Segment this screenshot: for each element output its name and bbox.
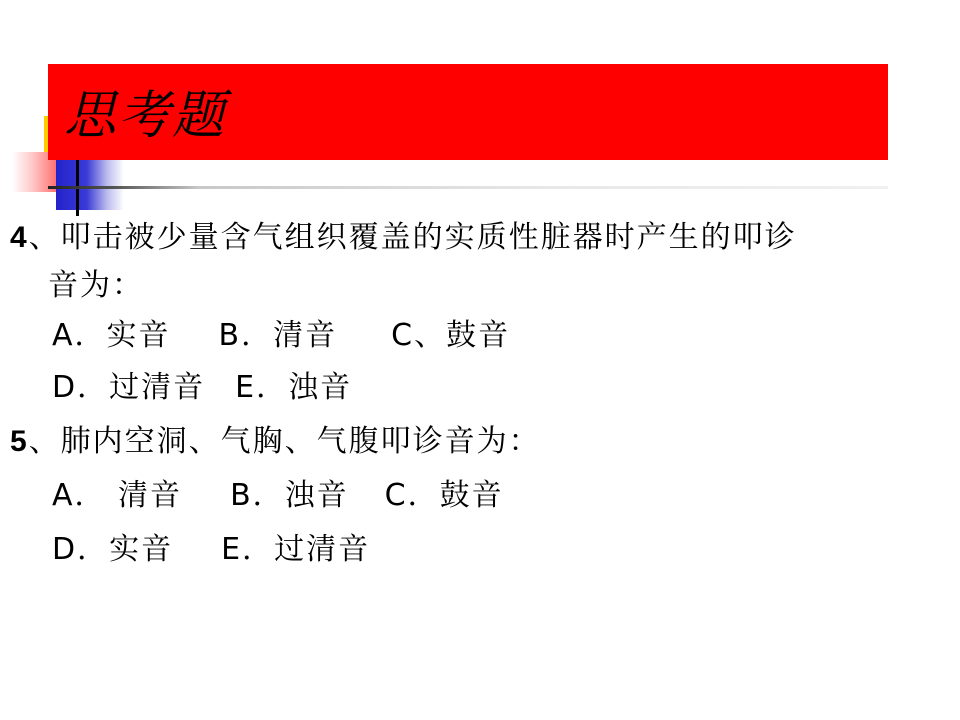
option-e: E．浊音 <box>235 370 353 405</box>
question-number: 5 <box>10 425 29 458</box>
option-e: E．过清音 <box>221 532 371 567</box>
title-underline-divider <box>48 186 888 189</box>
question-4-stem-continued: 音为： <box>48 268 144 303</box>
slide-title: 思考题 <box>64 86 227 146</box>
option-c: C．鼓音 <box>384 478 504 513</box>
decorative-blue-square <box>56 152 124 210</box>
question-5-options-row-2 <box>52 530 370 570</box>
question-number: 4 <box>10 221 29 254</box>
question-4-stem <box>10 218 797 258</box>
option-d: D．过清音 <box>52 370 206 405</box>
option-a: A． 清音 <box>52 478 183 513</box>
option-a: A．实音 <box>52 318 171 353</box>
option-d: D．实音 <box>52 532 174 567</box>
question-text: 、肺内空洞、气胸、气腹叩诊音为： <box>28 424 541 459</box>
question-4-options-row-1 <box>52 316 510 356</box>
option-b: B．清音 <box>218 318 338 353</box>
question-text: 、叩击被少量含气组织覆盖的实质性脏器时产生的叩诊 <box>28 220 797 255</box>
question-5-stem <box>10 422 541 462</box>
question-5-options-row-1 <box>52 476 504 516</box>
question-4-options-row-2 <box>52 368 352 408</box>
option-b: B．浊音 <box>230 478 349 513</box>
option-c: C、鼓音 <box>391 318 511 353</box>
